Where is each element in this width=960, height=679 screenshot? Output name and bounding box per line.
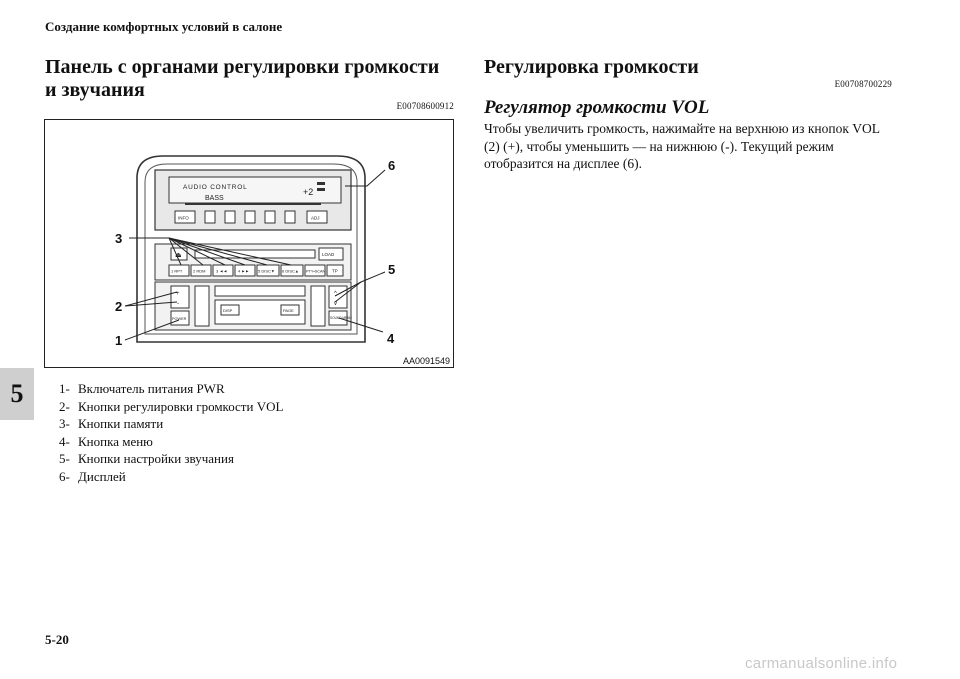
figure-id: AA0091549 bbox=[403, 356, 451, 366]
preset-3-label: 3 ◄◄ bbox=[216, 268, 228, 274]
legend-item: 4- Кнопка меню bbox=[59, 433, 153, 449]
volume-instructions bbox=[484, 120, 904, 173]
callout-4: 4 bbox=[387, 331, 395, 346]
left-section-code: E00708600912 bbox=[396, 101, 454, 111]
callout-1: 1 bbox=[115, 333, 123, 348]
running-header: Создание комфортных условий в салоне bbox=[45, 19, 283, 34]
disp-button-label: DISP bbox=[223, 308, 233, 313]
display-button-1 bbox=[205, 211, 215, 223]
left-section-title bbox=[45, 56, 439, 102]
adj-button-label: ADJ bbox=[311, 215, 320, 221]
preset-5-label: 5 DISC▼ bbox=[258, 268, 275, 274]
pty-scan-label: PTY•SCAN bbox=[306, 269, 326, 274]
display-button-4 bbox=[265, 211, 275, 223]
legend-item: 6- Дисплей bbox=[59, 468, 126, 484]
tp-label: TP bbox=[332, 268, 338, 274]
callout-5: 5 bbox=[388, 262, 396, 277]
legend-item: 3- Кнопки памяти bbox=[59, 416, 164, 431]
function-selector bbox=[215, 286, 305, 296]
svg-text:v: v bbox=[334, 301, 337, 307]
instructions-line-3: отобразится на дисплее (6). bbox=[484, 156, 642, 171]
legend-item: 1- Включатель питания PWR bbox=[59, 381, 225, 396]
legend-item: 2- Кнопки регулировки громкости VOL bbox=[59, 398, 284, 414]
chapter-tab: 5 bbox=[0, 368, 34, 420]
load-button-label: LOAD bbox=[322, 252, 335, 257]
mode-buttons bbox=[195, 286, 209, 326]
display-audio-control-text: AUDIO CONTROL bbox=[183, 184, 248, 191]
eject-icon: ⏏ bbox=[175, 252, 182, 259]
preset-6-label: 6 DISC▲ bbox=[282, 268, 299, 274]
display-value-text: +2 bbox=[303, 187, 314, 197]
volume-buttons bbox=[171, 286, 189, 308]
display-mode-text: BASS bbox=[205, 195, 224, 202]
preset-4-label: 4 ►► bbox=[238, 268, 250, 274]
tone-buttons bbox=[311, 286, 325, 326]
audio-panel-illustration bbox=[45, 120, 453, 367]
sound-adjust-buttons bbox=[329, 286, 347, 308]
left-title-line-2: и звучания bbox=[45, 79, 145, 101]
info-button-label: INFO bbox=[178, 215, 189, 221]
preset-1-label: 1 RPT bbox=[171, 268, 183, 274]
callout-6: 6 bbox=[388, 158, 396, 173]
left-title-line-1: Панель с органами регулировки громкости bbox=[45, 56, 440, 78]
right-section-code: E00708700229 bbox=[834, 79, 892, 89]
callout-2: 2 bbox=[115, 299, 123, 314]
sound-menu-label: SOUND MENU bbox=[330, 316, 352, 320]
display-button-3 bbox=[245, 211, 255, 223]
watermark: carmanualsonline.info bbox=[745, 655, 898, 672]
svg-text:-: - bbox=[177, 301, 179, 307]
svg-text:^: ^ bbox=[334, 291, 337, 297]
display-button-5 bbox=[285, 211, 295, 223]
power-button-label: POWER bbox=[172, 317, 187, 321]
page-number: 5-20 bbox=[45, 632, 69, 647]
callout-3: 3 bbox=[115, 231, 123, 246]
right-section-title: Регулировка громкости bbox=[484, 56, 699, 78]
svg-text:+: + bbox=[176, 291, 180, 297]
audio-panel-figure bbox=[44, 119, 454, 368]
display-button-2 bbox=[225, 211, 235, 223]
instructions-line-2: (2) (+), чтобы уменьшить — на нижнюю (-). Текущий режим bbox=[484, 138, 834, 154]
instructions-line-1: Чтобы увеличить громкость, нажимайте на верхнюю из кнопок VOL bbox=[484, 121, 881, 136]
figure-legend bbox=[59, 380, 283, 485]
preset-2-label: 2 RDM bbox=[193, 268, 206, 274]
page-button-label: PAGE bbox=[283, 308, 294, 313]
right-subsection-title: Регулятор громкости VOL bbox=[484, 97, 710, 118]
legend-item: 5- Кнопки настройки звучания bbox=[59, 451, 234, 466]
